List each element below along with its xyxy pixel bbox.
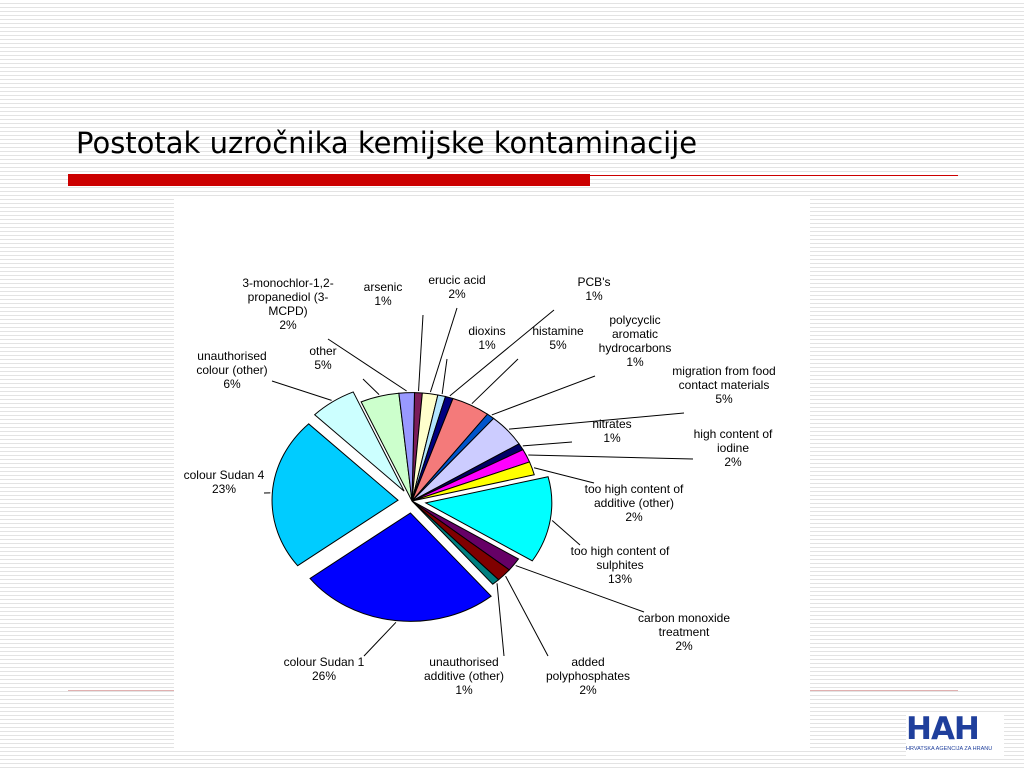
slice-label-line: 6% bbox=[223, 377, 241, 391]
leader-line bbox=[523, 442, 572, 446]
slice-label-line: carbon monoxide bbox=[637, 611, 731, 625]
slice-label-line: contact materials bbox=[678, 378, 770, 392]
slice-label bbox=[578, 275, 611, 303]
slice-label-line: 1% bbox=[626, 355, 644, 369]
slice-label-line: erucic acid bbox=[428, 273, 486, 287]
slice-label-line: arsenic bbox=[363, 280, 403, 294]
slice-label-line: colour (other) bbox=[196, 363, 268, 377]
pie-chart bbox=[174, 198, 810, 748]
slice-label-line: 2% bbox=[724, 455, 742, 469]
slice-label bbox=[694, 427, 773, 469]
slice-label-line: added bbox=[571, 655, 605, 669]
slice-label-line: 13% bbox=[607, 572, 633, 586]
slice-label-line: PCB's bbox=[577, 275, 611, 289]
slice-label-line: too high content of bbox=[584, 482, 684, 496]
slice-label-line: 2% bbox=[675, 639, 693, 653]
slice-label-line: colour Sudan 4 bbox=[183, 468, 265, 482]
slice-label-line: 23% bbox=[211, 482, 237, 496]
leader-line bbox=[363, 379, 379, 395]
slice-label bbox=[672, 364, 775, 406]
slice-label bbox=[638, 611, 730, 653]
leader-line bbox=[472, 359, 518, 404]
slice-label-line: 5% bbox=[314, 358, 332, 372]
slice-label-line: polyphosphates bbox=[545, 669, 631, 683]
hah-logo bbox=[906, 712, 1004, 756]
slice-label-line: migration from food bbox=[672, 364, 776, 378]
pie-slices bbox=[272, 392, 552, 621]
leader-line bbox=[272, 381, 332, 400]
slice-label-line: treatment bbox=[658, 625, 710, 639]
slice-label bbox=[546, 655, 630, 697]
slice-label-line: sulphites bbox=[596, 558, 644, 572]
slice-label-line: additive (other) bbox=[423, 669, 505, 683]
title-underline-bar bbox=[68, 174, 590, 186]
slice-label bbox=[592, 417, 631, 445]
leader-line bbox=[364, 622, 396, 656]
slice-label bbox=[585, 482, 684, 524]
slice-label bbox=[196, 349, 267, 391]
slice-label-line: 2% bbox=[579, 683, 597, 697]
slice-label bbox=[284, 655, 365, 683]
slice-label bbox=[571, 544, 670, 586]
slice-label-line: 1% bbox=[374, 294, 392, 308]
slice-label-line: hydrocarbons bbox=[598, 341, 672, 355]
slice-label-line: 1% bbox=[478, 338, 496, 352]
slice-label bbox=[364, 280, 403, 308]
slice-label-line: 5% bbox=[715, 392, 733, 406]
slide-title: Postotak uzročnika kemijske kontaminacije bbox=[76, 126, 698, 160]
slice-label bbox=[424, 655, 504, 697]
slice-label-line: unauthorised bbox=[197, 349, 267, 363]
slice-label bbox=[184, 468, 265, 496]
slice-label-line: 1% bbox=[455, 683, 473, 697]
slice-label-line: 2% bbox=[448, 287, 466, 301]
slice-label-line: additive (other) bbox=[593, 496, 675, 510]
slice-label-line: propanediol (3- bbox=[247, 290, 329, 304]
slice-label bbox=[599, 313, 672, 369]
leader-line bbox=[450, 310, 554, 396]
leader-line bbox=[442, 359, 447, 394]
leader-line bbox=[528, 455, 693, 459]
slice-label-line: iodine bbox=[716, 441, 750, 455]
slice-label-line: 5% bbox=[549, 338, 567, 352]
slice-label-line: 26% bbox=[311, 669, 337, 683]
title-underline-rule bbox=[590, 175, 958, 176]
slice-label-line: polycyclic bbox=[609, 313, 661, 327]
slice-label-line: aromatic bbox=[611, 327, 659, 341]
slice-label bbox=[468, 324, 505, 352]
chart-panel bbox=[174, 198, 810, 748]
slice-label-line: colour Sudan 1 bbox=[283, 655, 365, 669]
slice-label-line: other bbox=[309, 344, 337, 358]
slice-label-line: MCPD) bbox=[268, 304, 308, 318]
slice-label-line: 1% bbox=[585, 289, 603, 303]
slice-label-line: histamine bbox=[532, 324, 584, 338]
leader-line bbox=[419, 315, 423, 391]
slice-label bbox=[428, 273, 485, 301]
slice-label-line: nitrates bbox=[592, 417, 632, 431]
leader-line bbox=[552, 520, 580, 545]
slice-label-line: too high content of bbox=[570, 544, 670, 558]
leader-line bbox=[492, 376, 595, 415]
slice-label-line: high content of bbox=[693, 427, 773, 441]
slice-label-line: 2% bbox=[279, 318, 297, 332]
slice-label-line: 1% bbox=[603, 431, 621, 445]
slice-label-line: dioxins bbox=[468, 324, 506, 338]
slice-label bbox=[242, 276, 333, 332]
logo-tagline: HRVATSKA AGENCIJA ZA HRANU bbox=[906, 746, 993, 752]
logo-mark: HAH bbox=[906, 711, 979, 747]
slice-label-line: 2% bbox=[625, 510, 643, 524]
slice-label-line: 3-monochlor-1,2- bbox=[242, 276, 334, 290]
leader-line bbox=[506, 576, 548, 656]
slice-label bbox=[532, 324, 584, 352]
slice-label bbox=[309, 344, 336, 372]
slice-label-line: unauthorised bbox=[429, 655, 499, 669]
leader-line bbox=[497, 583, 504, 656]
